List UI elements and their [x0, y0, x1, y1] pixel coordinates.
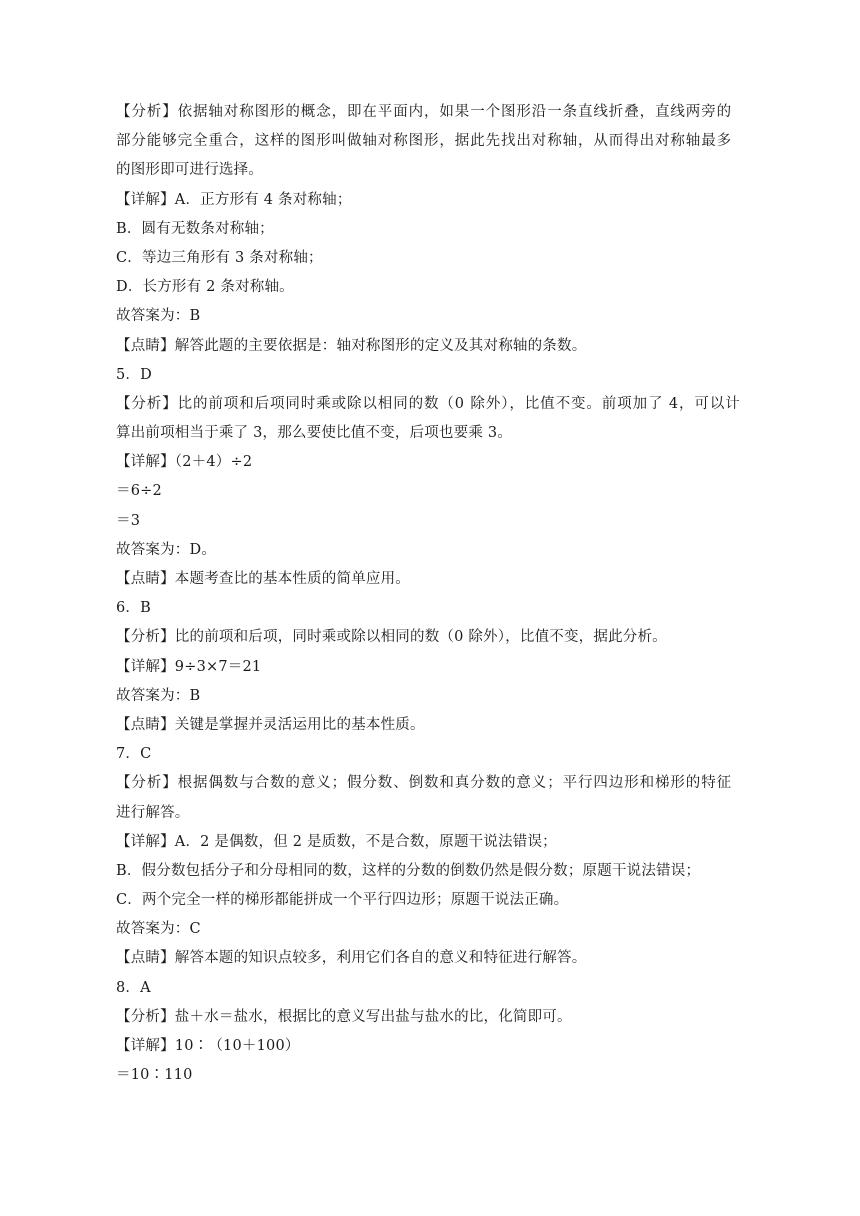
question-5-answer-heading: 5．D — [116, 366, 152, 383]
text-line-detail-5-step3: ＝3 — [116, 512, 141, 529]
text-line-detail-4-b: B．圆有无数条对称轴； — [116, 220, 274, 237]
text-line-detail-4-d: D．长方形有 2 条对称轴。 — [116, 279, 294, 296]
text-line-detail-6: 【详解】9÷3×7＝21 — [116, 658, 262, 675]
text-line-comment-4: 【点睛】解答此题的主要依据是：轴对称图形的定义及其对称轴的条数。 — [116, 337, 587, 354]
text-line-detail-5-step1: 【详解】（2＋4）÷2 — [116, 454, 253, 471]
question-8-answer-heading: 8．A — [116, 979, 151, 996]
text-line-answer-4: 故答案为：B — [116, 308, 201, 325]
question-6-answer-heading: 6．B — [116, 600, 151, 617]
text-line-analysis-6: 【分析】比的前项和后项，同时乘或除以相同的数（0 除外），比值不变，据此分析。 — [116, 629, 667, 646]
text-line-comment-7: 【点睛】解答本题的知识点较多，利用它们各自的意义和特征进行解答。 — [116, 950, 587, 967]
text-line-detail-4-c: C．等边三角形有 3 条对称轴； — [116, 249, 323, 266]
text-line-analysis-4-part2: 部分能够完全重合，这样的图形叫做轴对称图形，据此先找出对称轴，从而得出对称轴最多 — [116, 133, 732, 150]
text-line-answer-6: 故答案为：B — [116, 687, 201, 704]
text-line-detail-7-b: B．假分数包括分子和分母相同的数，这样的分数的倒数仍然是假分数；原题干说法错误； — [116, 862, 701, 879]
text-line-comment-6: 【点睛】关键是掌握并灵活运用比的基本性质。 — [116, 716, 425, 733]
text-line-comment-5: 【点睛】本题考查比的基本性质的简单应用。 — [116, 571, 410, 587]
text-line-answer-7: 故答案为：C — [116, 921, 201, 938]
text-line-answer-5: 故答案为：D。 — [116, 541, 217, 558]
text-line-detail-7-c: C．两个完全一样的梯形都能拼成一个平行四边形；原题干说法正确。 — [116, 892, 569, 909]
answer-explanation-text — [116, 98, 741, 1090]
text-line-analysis-7-part1: 【分析】根据偶数与合数的意义；假分数、倒数和真分数的意义；平行四边形和梯形的特征 — [116, 775, 732, 792]
text-line-detail-7-a: 【详解】A．2 是偶数，但 2 是质数，不是合数，原题干说法错误； — [116, 833, 557, 850]
text-line-analysis-5-part1: 【分析】比的前项和后项同时乘或除以相同的数（0 除外），比值不变。前项加了 4，可以计 — [116, 395, 741, 412]
text-line-detail-5-step2: ＝6÷2 — [116, 483, 162, 500]
text-line-analysis-4-part1: 【分析】依据轴对称图形的概念，即在平面内，如果一个图形沿一条直线折叠，直线两旁的 — [116, 104, 732, 120]
text-line-analysis-4-part3: 的图形即可进行选择。 — [116, 162, 263, 179]
text-line-analysis-8: 【分析】盐＋水＝盐水，根据比的意义写出盐与盐水的比，化简即可。 — [116, 1008, 572, 1025]
text-line-analysis-7-part2: 进行解答。 — [116, 804, 190, 821]
text-line-analysis-5-part2: 算出前项相当于乘了 3，那么要使比值不变，后项也要乘 3。 — [116, 425, 512, 442]
text-line-detail-8-step2: ＝10∶110 — [116, 1067, 193, 1084]
text-line-detail-4-a: 【详解】A．正方形有 4 条对称轴； — [116, 191, 352, 208]
question-7-answer-heading: 7．C — [116, 746, 152, 763]
text-line-detail-8-step1: 【详解】10∶（10＋100） — [116, 1038, 300, 1054]
